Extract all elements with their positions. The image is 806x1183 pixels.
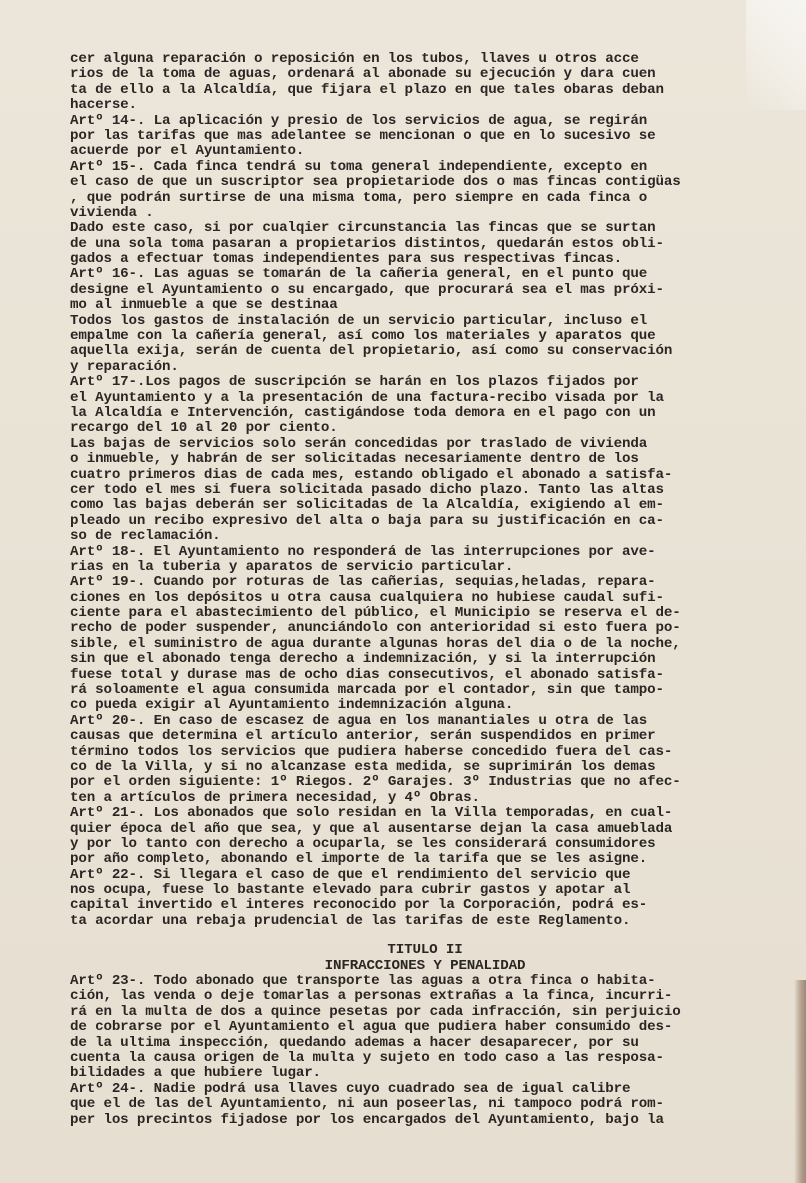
text-line: por año completo, abonando el importe de la tarifa que se les asigne. xyxy=(70,851,648,868)
text-line: término todos los servicios que pudiera haberse concedido fuera del cas- xyxy=(70,743,673,760)
text-line: o inmueble, y habrán de ser solicitadas necesariamente dentro de los xyxy=(70,451,639,468)
text-line: que el de las del Ayuntamiento, ni aun poseerlas, ni tampoco podrá rom- xyxy=(70,1096,664,1113)
text-line: aquella exija, serán de cuenta del propietario, así como su conservación xyxy=(70,343,673,360)
text-line: recargo del 10 al 20 por ciento. xyxy=(70,420,338,437)
text-line: y reparación. xyxy=(70,358,179,375)
text-line: ciente para el abastecimiento del público, el Municipio se reserva el de- xyxy=(70,605,681,622)
text-line: ción, las venda o deje tomarlas a personas extrañas a la finca, incurri- xyxy=(70,988,673,1005)
text-line: Artº 18-. El Ayuntamiento no responderá de las interrupciones por ave- xyxy=(70,543,656,560)
section-title: TITULO II xyxy=(387,942,463,959)
text-line: el Ayuntamiento y a la presentación de una factura-recibo visada por la xyxy=(70,389,664,406)
text-line: cuatro primeros dias de cada mes, estando obligado el abonado a satisfa- xyxy=(70,466,673,483)
text-line: Artº 14-. La aplicación y presio de los servicios de agua, se regirán xyxy=(70,112,648,129)
text-line: como las bajas deberán ser solicitadas de la Alcaldía, exigiendo al em- xyxy=(70,497,664,514)
text-line: ciones en los depósitos u otra causa cualquiera no hubiese caudal sufi- xyxy=(70,589,664,606)
text-line: rios de la toma de aguas, ordenará al abonade su ejecución y dara cuen xyxy=(70,66,656,83)
text-line: Artº 17-.Los pagos de suscripción se harán en los plazos fijados por xyxy=(70,374,639,391)
text-line: hacerse. xyxy=(70,97,137,114)
text-line: co pueda exigir al Ayuntamiento indemnización alguna. xyxy=(70,697,514,714)
text-line: de cobrarse por el Ayuntamiento el agua que pudiera haber consumido des- xyxy=(70,1019,673,1036)
text-line: rias en la tuberia y aparatos de servicio particular. xyxy=(70,558,514,575)
section-spacer xyxy=(70,929,780,943)
text-line: mo al inmueble a que se destinaa xyxy=(70,297,338,314)
text-line: recho de poder suspender, anunciándolo con anterioridad si esto fuera po- xyxy=(70,620,681,637)
text-line: Dado este caso, si por cualqier circunstancia las fincas que se surtan xyxy=(70,220,656,237)
text-line: Artº 21-. Los abonados que solo residan en la Villa temporadas, en cual- xyxy=(70,805,673,822)
text-line: bilidades a que hubiere lugar. xyxy=(70,1065,321,1082)
text-line: Artº 15-. Cada finca tendrá su toma general independiente, excepto en xyxy=(70,158,648,175)
text-line: sin que el abonado tenga derecho a indemnización, y si la interrupción xyxy=(70,651,656,668)
text-line: causas que determina el artículo anterior, serán suspendidos en primer xyxy=(70,728,656,745)
text-line: Artº 22-. Si llegara el caso de que el rendimiento del servicio que xyxy=(70,866,631,883)
text-line: quier época del año que sea, y que al ausentarse dejan la casa amueblada xyxy=(70,820,673,837)
text-line: , que podrán surtirse de una misma toma, pero siempre en cada finca o xyxy=(70,189,648,206)
text-line: ta de ello a la Alcaldía, que fijara el plazo en que tales obaras deban xyxy=(70,81,664,98)
text-line: cer todo el mes si fuera solicitada pasado dicho plazo. Tanto las altas xyxy=(70,481,664,498)
text-line: acuerde por el Ayuntamiento. xyxy=(70,143,305,160)
text-line: la Alcaldía e Intervención, castigándose toda demora en el pago con un xyxy=(70,404,656,421)
text-line: de una sola toma pasaran a propietarios distintos, quedarán estos obli- xyxy=(70,235,664,252)
text-line: rá soloamente el agua consumida marcada por el contador, sin que tampo- xyxy=(70,682,664,699)
page-edge-shadow xyxy=(794,980,806,1183)
text-line: so de reclamación. xyxy=(70,528,221,545)
text-line: ten a artículos de primera necesidad, y 4º Obras. xyxy=(70,789,480,806)
ordinance-text-part-1 xyxy=(70,52,780,929)
text-line: designe el Ayuntamiento o su encargado, que procurará sea el mas próxi- xyxy=(70,281,664,298)
text-line: Artº 24-. Nadie podrá usa llaves cuyo cuadrado sea de igual calibre xyxy=(70,1080,631,1097)
text-line: de la ultima inspección, quedando ademas a hacer desaparecer, por su xyxy=(70,1034,639,1051)
text-line: Artº 19-. Cuando por roturas de las cañerias, sequias,heladas, repara- xyxy=(70,574,656,591)
text-line: per los precintos fijadose por los encargados del Ayuntamiento, bajo la xyxy=(70,1111,664,1128)
text-line: y por lo tanto con derecho a ocuparla, se les considerará consumidores xyxy=(70,835,656,852)
text-line: Todos los gastos de instalación de un servicio particular, incluso el xyxy=(70,312,648,329)
document-body xyxy=(70,52,780,1128)
text-line: capital invertido el interes reconocido por la Corporación, podrá es- xyxy=(70,897,648,914)
text-line: vivienda . xyxy=(70,204,154,221)
text-line: empalme con la cañería general, así como los materiales y aparatos que xyxy=(70,328,656,345)
text-line: sible, el suministro de agua durante algunas horas del dia o de la noche, xyxy=(70,635,681,652)
section-subtitle: INFRACCIONES Y PENALIDAD xyxy=(324,957,526,974)
text-line: Artº 16-. Las aguas se tomarán de la cañeria general, en el punto que xyxy=(70,266,648,283)
text-line: pleado un recibo expresivo del alta o baja para su justificación en ca- xyxy=(70,512,664,529)
ordinance-text-part-2 xyxy=(70,974,780,1128)
text-line: co de la Villa, y si no alcanzase esta medida, se suprimirán los demas xyxy=(70,758,656,775)
text-line: cuenta la causa origen de la multa y sujeto en todo caso a las resposa- xyxy=(70,1050,664,1066)
text-line: rá en la multa de dos a quince pesetas por cada infracción, sin perjuicio xyxy=(70,1003,681,1020)
text-line: Artº 20-. En caso de escasez de agua en los manantiales u otra de las xyxy=(70,712,648,729)
text-line: ta acordar una rebaja prudencial de las tarifas de este Reglamento. xyxy=(70,912,631,929)
text-line: Las bajas de servicios solo serán concedidas por traslado de vivienda xyxy=(70,435,648,452)
text-line: gados a efectuar tomas independientes para sus respectivas fincas. xyxy=(70,251,623,268)
text-line: Artº 23-. Todo abonado que transporte las aguas a otra finca o habita- xyxy=(70,973,656,990)
text-line: por las tarifas que mas adelantee se mencionan o que en lo sucesivo se xyxy=(70,127,656,144)
text-line: por el orden siguiente: 1º Riegos. 2º Garajes. 3º Industrias que no afec- xyxy=(70,774,681,791)
text-line: fuese total y durase mas de ocho dias consecutivos, el abonado satisfa- xyxy=(70,666,664,683)
text-line: cer alguna reparación o reposición en los tubos, llaves u otros acce xyxy=(70,51,639,67)
text-line: nos ocupa, fuese lo bastante elevado para cubrir gastos y apotar al xyxy=(70,882,631,899)
text-line: el caso de que un suscriptor sea propietariode dos o mas fincas contigüas xyxy=(70,174,681,191)
